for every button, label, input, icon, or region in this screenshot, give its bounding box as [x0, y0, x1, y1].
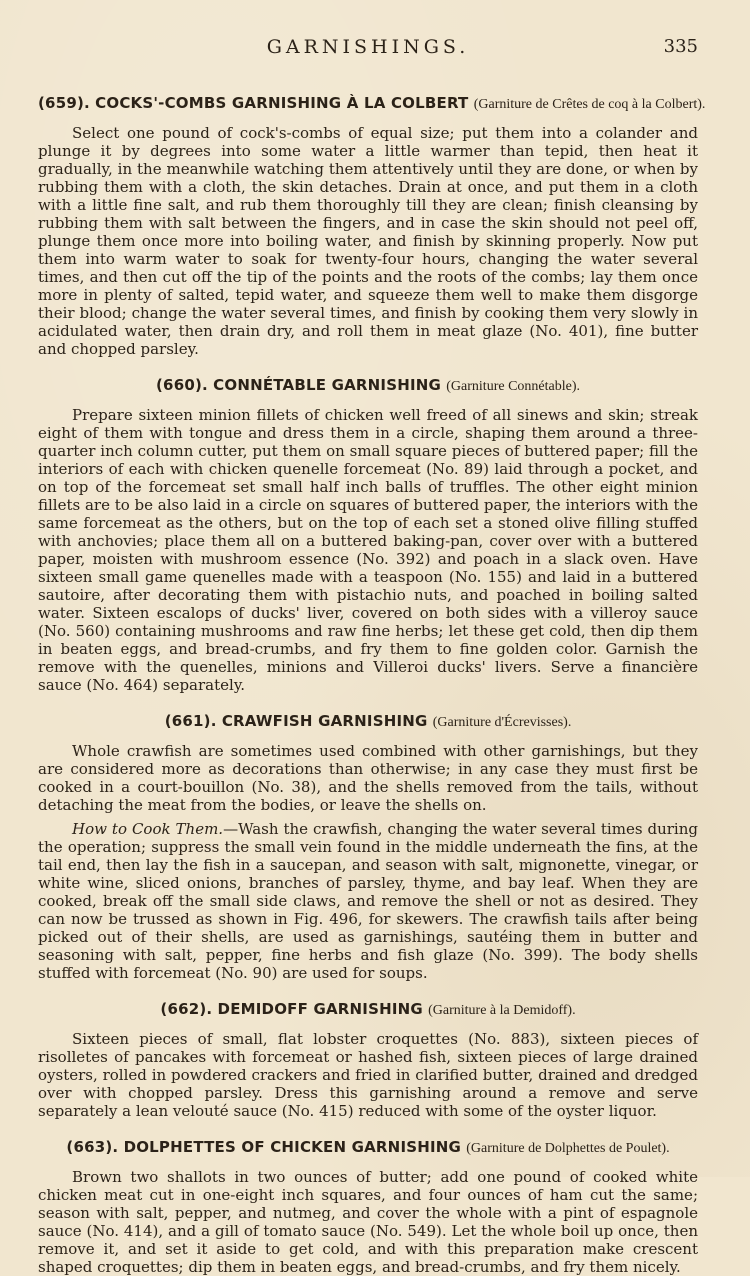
- entry-title: COCKS'-COMBS GARNISHING À LA COLBERT: [95, 94, 469, 112]
- entry-663: [38, 1138, 698, 1276]
- entry-paragraph: Prepare sixteen minion fillets of chicken well freed of all sinews and skin; streak eight of them with tongue and dress them in a circle, shaping them around a three-quarter inch column cutter, put them on small square pieces of buttered paper; fill the interiors of each with chicken quenelle forcemeat (No. 89) laid through a pocket, and on top of the forcemeat set small half inch balls of truffles. The other eight minion fillets are to be also laid in a circle on squares of buttered paper, the interiors with the same forcemeat as the others, but on the top of each set a stoned olive filling stuffed with anchovies; place them all on a buttered baking-pan, cover over with a buttered paper, moisten with mushroom essence (No. 392) and poach in a slack oven. Have sixteen small game quenelles made with a teaspoon (No. 155) and laid in a buttered sautoire, after decorating them with pistachio nuts, and poached in boiling salted water. Sixteen escalops of ducks' liver, covered on both sides with a villeroy sauce (No. 560) containing mushrooms and raw fine herbs; let these get cold, then dip them in beaten eggs, and bread-crumbs, and fry them to fine golden color. Garnish the remove with the quenelles, minions and Villeroi ducks' livers. Serve a financière sauce (No. 464) separately.: [38, 406, 699, 694]
- entry-heading-662: [38, 1000, 698, 1020]
- entry-paragraph: Select one pound of cock's-combs of equal size; put them into a colander and plunge it by degrees into some water a little warmer than tepid, then heat it gradually, in the meanwhile watching them attentively until they are done, or when by rubbing them with a cloth, the skin detaches. Drain at once, and put them in a cloth with a little fine salt, and rub them thoroughly till they are clean; finish cleansing by rubbing them with salt between the fingers, and in case the skin should not peel off, plunge them once more into boiling water, and finish by skinning properly. Now put them into warm water to soak for twenty-four hours, changing the water several times, and then cut off the tip of the points and the roots of the combs; lay them once more in plenty of salted, tepid water, and squeeze them well to make them disgorge their blood; change the water several times, and finish by cooking them very slowly in acidulated water, then drain dry, and roll them in meat glaze (No. 401), fine butter and chopped parsley.: [38, 124, 698, 358]
- italic-lead: How to Cook Them.: [72, 820, 224, 838]
- entry-number: (663).: [66, 1138, 119, 1156]
- entry-paragraph: Brown two shallots in two ounces of butter; add one pound of cooked white chicken meat cut in one-eight inch squares, and four ounces of ham cut the same; season with salt, pepper, and nutmeg, and cover the whole with a pint of espagnole sauce (No. 414), and a gill of tomato sauce (No. 549). Let the whole boil up once, then remove it, and set it aside to get cold, and with this preparation make crescent shaped croquettes; dip them in beaten eggs, and bread-crumbs, and fry them nicely.: [38, 1168, 698, 1276]
- entry-662: [38, 1000, 698, 1120]
- entry-subtitle: (Garniture Connétable).: [446, 379, 580, 394]
- entry-title: CONNÉTABLE GARNISHING: [213, 376, 442, 394]
- running-title: GARNISHINGS.: [266, 36, 470, 58]
- entry-number: (660).: [156, 376, 208, 394]
- running-header: [38, 36, 698, 64]
- entry-paragraph: Sixteen pieces of small, flat lobster croquettes (No. 883), sixteen pieces of risolletes of pancakes with forcemeat or hashed fish, sixteen pieces of large drained oysters, rolled in powdered crackers and fried in clarified butter, drained and dredged over with chopped parsley. Dress this garnishing around a remove and serve separately a lean velouté sauce (No. 415) reduced with some of the oyster liquor.: [38, 1030, 698, 1120]
- entry-660: [38, 376, 698, 694]
- entry-subtitle: (Garniture de Dolphettes de Poulet).: [466, 1141, 670, 1156]
- entry-title: CRAWFISH GARNISHING: [221, 712, 428, 730]
- paragraph-continuation: —Wash the crawfish, changing the water several times during the operation; suppress the small vein found in the middle underneath the fins, at the tail end, then lay the fish in a saucepan, and season with salt, mignonette, vinegar, or white wine, sliced onions, branches of parsley, thyme, and bay leaf. When they are cooked, break off the small side claws, and remove the shell or not as desired. They can now be trussed as shown in Fig. 496, for skewers. The crawfish tails after being picked out of their shells, are used as garnishings, sautéing them in butter and seasoning with salt, pepper, fine herbs and fish glaze (No. 399). The body shells stuffed with forcemeat (No. 90) are used for soups.: [38, 820, 698, 982]
- entry-number: (662).: [160, 1000, 213, 1018]
- entry-subtitle: (Garniture de Crêtes de coq à la Colbert).: [473, 97, 706, 112]
- entry-number: (661).: [164, 712, 217, 730]
- entry-paragraph-cooking: [38, 820, 698, 982]
- entry-number: (659).: [38, 94, 90, 112]
- entry-subtitle: (Garniture à la Demidoff).: [428, 1003, 576, 1018]
- entry-paragraph: Whole crawfish are sometimes used combined with other garnishings, but they are considered more as decorations than otherwise; in any case they must first be cooked in a court-bouillon (No. 38), and the shells removed from the tails, without detaching the meat from the bodies, or leave the shells on.: [38, 742, 698, 814]
- page-number: 335: [663, 36, 698, 57]
- entry-title: DOLPHETTES OF CHICKEN GARNISHING: [123, 1138, 462, 1156]
- entry-subtitle: (Garniture d'Écrevisses).: [432, 715, 572, 730]
- entry-title: DEMIDOFF GARNISHING: [217, 1000, 423, 1018]
- entry-659: [38, 94, 706, 358]
- entry-heading-660: [38, 376, 698, 396]
- entry-661: [38, 712, 698, 982]
- entry-heading-663: [38, 1138, 698, 1158]
- entry-heading-661: [38, 712, 698, 732]
- entry-heading-659: [38, 94, 706, 114]
